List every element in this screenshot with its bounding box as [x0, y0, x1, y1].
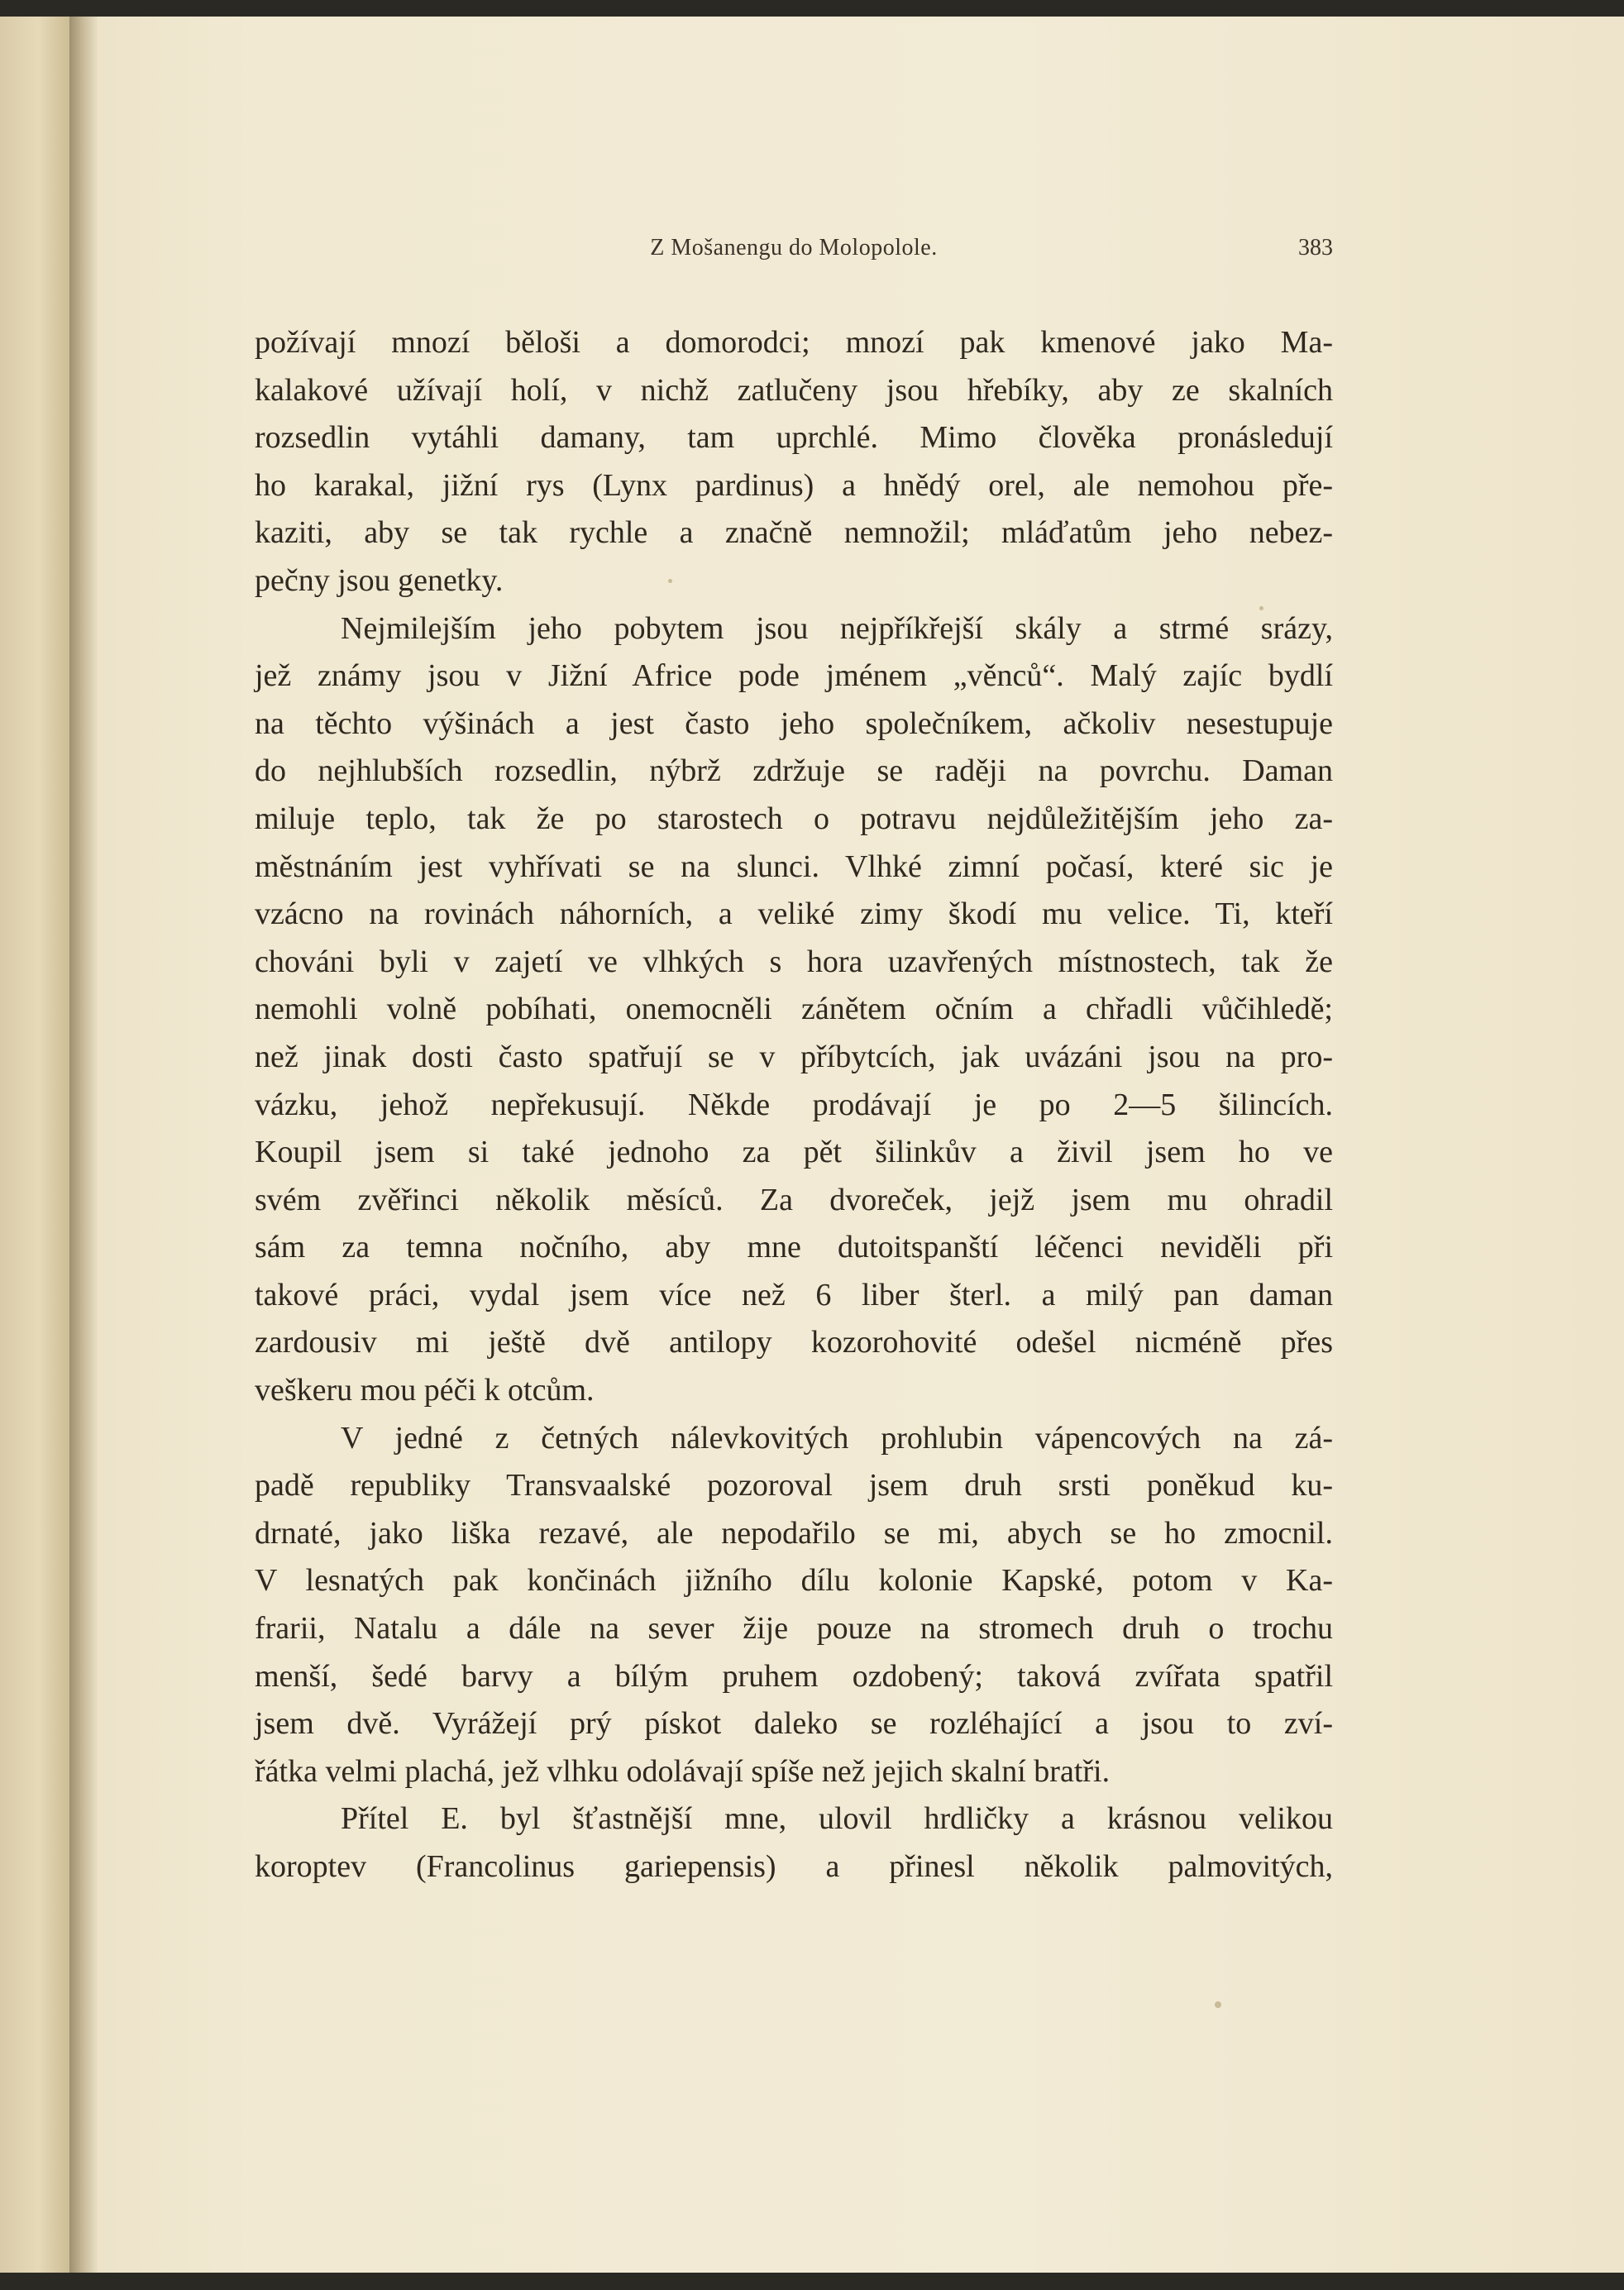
text-line: městnáním jest vyhřívati se na slunci. Vlhké zimní počasí, které sic je [255, 849, 1333, 884]
text-line: nemohli volně pobíhati, onemocněli zánětem očním a chřadli vůčihledě; [255, 992, 1333, 1027]
text-line: miluje teplo, tak že po starostech o potravu nejdůležitějším jeho za- [255, 801, 1333, 836]
text-line: než jinak dosti často spatřují se v příbytcích, jak uvázáni jsou na pro- [255, 1039, 1333, 1074]
paper-speck [668, 579, 672, 583]
text-line: Přítel E. byl šťastnější mne, ulovil hrdličky a krásnou velikou [341, 1801, 1333, 1837]
paper-speck [1215, 2001, 1221, 2008]
text-line: pečny jsou genetky. [255, 562, 504, 598]
text-line: drnaté, jako liška rezavé, ale nepodařilo se mi, abych se ho zmocnil. [255, 1515, 1333, 1551]
text-line: V jedné z četných nálevkovitých prohlubin vápencových na zá- [341, 1420, 1333, 1456]
text-line: frarii, Natalu a dále na sever žije pouze na stromech druh o trochu [255, 1611, 1333, 1647]
text-line: padě republiky Transvaalské pozoroval jsem druh srsti poněkud ku- [255, 1468, 1333, 1504]
text-line: na těchto výšinách a jest často jeho společníkem, ačkoliv nesestupuje [255, 705, 1333, 741]
page-number: 383 [1298, 235, 1333, 261]
text-line: menší, šedé barvy a bílým pruhem ozdobený; taková zvířata spatřil [255, 1658, 1333, 1694]
paragraph [255, 1415, 1333, 1796]
body-text [255, 319, 1333, 1891]
text-line: požívají mnozí běloši a domorodci; mnozí pak kmenové jako Ma- [255, 325, 1333, 360]
text-line: Nejmilejším jeho pobytem jsou nejpříkřejší skály a strmé srázy, [341, 610, 1333, 646]
text-line: sám za temna nočního, aby mne dutoitspanští léčenci neviděli při [255, 1230, 1333, 1265]
scan-border-top [0, 0, 1624, 17]
text-line: vzácno na rovinách náhorních, a veliké zimy škodí mu velice. Ti, kteří [255, 896, 1333, 932]
text-line: chováni byli v zajetí ve vlhkých s hora uzavřených místnostech, tak že [255, 944, 1333, 979]
text-line: Koupil jsem si také jednoho za pět šilinkův a živil jsem ho ve [255, 1135, 1333, 1170]
text-line: koroptev (Francolinus gariepensis) a přinesl několik palmovitých, [255, 1849, 1333, 1884]
text-line: jsem dvě. Vyrážejí prý pískot daleko se rozléhající a jsou to zví- [255, 1706, 1333, 1742]
paper-speck [1259, 606, 1263, 610]
text-line: kalakové užívají holí, v nichž zatlučeny jsou hřebíky, aby ze skalních [255, 372, 1333, 408]
text-line: do nejhlubších rozsedlin, nýbrž zdržuje se raději na povrchu. Daman [255, 753, 1333, 789]
text-line: V lesnatých pak končinách jižního dílu kolonie Kapské, potom v Ka- [255, 1563, 1333, 1599]
text-line: jež známy jsou v Jižní Africe pode jménem „věnců“. Malý zajíc bydlí [255, 658, 1333, 694]
running-title: Z Mošanengu do Molopolole. [650, 235, 938, 261]
paragraph [255, 1795, 1333, 1891]
paragraph [255, 319, 1333, 605]
running-head [255, 235, 1333, 268]
text-line: veškeru mou péči k otcům. [255, 1373, 595, 1408]
book-gutter [69, 17, 98, 2274]
paragraph [255, 605, 1333, 1415]
text-line: svém zvěřinci několik měsíců. Za dvoreček, jejž jsem mu ohradil [255, 1182, 1333, 1217]
facing-page-edge [0, 17, 69, 2274]
text-line: rozsedlin vytáhli damany, tam uprchlé. Mimo člověka pronásledují [255, 420, 1333, 456]
text-line: ho karakal, jižní rys (Lynx pardinus) a hnědý orel, ale nemohou pře- [255, 467, 1333, 503]
text-line: zardousiv mi ještě dvě antilopy kozorohovité odešel nicméně přes [255, 1325, 1333, 1360]
text-line: řátka velmi plachá, jež vlhku odolávají spíše než jejich skalní bratři. [255, 1753, 1111, 1789]
text-line: vázku, jehož nepřekusují. Někde prodávají je po 2—5 šilincích. [255, 1087, 1333, 1122]
text-line: takové práci, vydal jsem více než 6 liber šterl. a milý pan daman [255, 1277, 1333, 1312]
scan-border-bottom [0, 2273, 1624, 2290]
text-line: kaziti, aby se tak rychle a značně nemnožil; mláďatům jeho nebez- [255, 515, 1333, 551]
